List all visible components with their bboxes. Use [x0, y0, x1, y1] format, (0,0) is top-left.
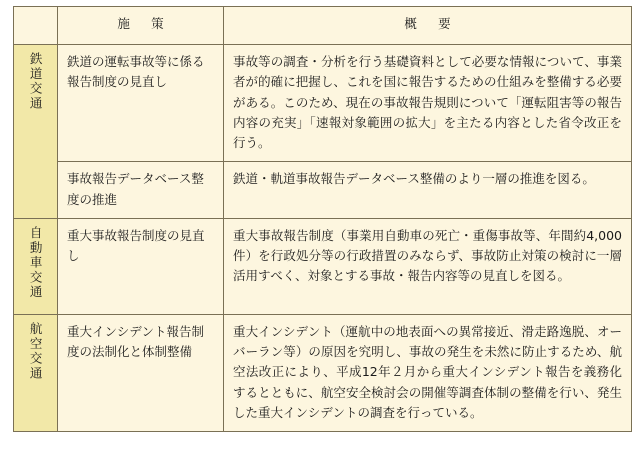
summary-cell: 事故等の調査・分析を行う基礎資料として必要な情報について、事業者が的確に把握し、これを国に報告するための仕組みを整備する必要がある。このため、現在の事故報告規則について「運転阻害等の報告内容の充実」「速報対象範囲の拡大」を主たる内容とした省令改正を行う。: [224, 45, 632, 162]
table-body: [14, 45, 632, 432]
category-label: 自動車交通: [28, 225, 44, 300]
table-row: [14, 314, 632, 431]
category-label: 航空交通: [28, 321, 44, 381]
table-row: [14, 218, 632, 314]
measure-cell: 重大インシデント報告制度の法制化と体制整備: [58, 314, 224, 431]
measure-cell: 事故報告データベース整度の推進: [58, 162, 224, 219]
table-row: [14, 45, 632, 162]
measures-summary-table: [13, 6, 632, 432]
category-cell-aviation: [14, 314, 58, 431]
summary-cell: 重大事故報告制度（事業用自動車の死亡・重傷事故等、年間約4,000件）を行政処分等の行政措置のみならず、事故防止対策の検討に一層活用すべく、対象とする事故・報告内容等の見直しを図る。: [224, 218, 632, 314]
category-label: 鉄道交通: [28, 52, 44, 111]
column-header-summary: 概 要: [224, 7, 632, 45]
category-cell-rail: [14, 45, 58, 219]
measure-cell: 重大事故報告制度の見直し: [58, 218, 224, 314]
column-header-category: [14, 7, 58, 45]
category-cell-automobile: [14, 218, 58, 314]
table-header-row: [14, 7, 632, 45]
measure-cell: 鉄道の運転事故等に係る報告制度の見直し: [58, 45, 224, 162]
summary-cell: 鉄道・軌道事故報告データベース整備のより一層の推進を図る。: [224, 162, 632, 219]
table-row: [14, 162, 632, 219]
summary-cell: 重大インシデント（運航中の地表面への異常接近、滑走路逸脱、オーバーラン等）の原因を究明し、事故の発生を未然に防止するため、航空法改正により、平成12年２月から重大インシデント報告を義務化するとともに、航空安全検討会の開催等調査体制の整備を行い、発生した重大インシデントの調査を行っている。: [224, 314, 632, 431]
table-header: [14, 7, 632, 45]
column-header-measure: 施 策: [58, 7, 224, 45]
